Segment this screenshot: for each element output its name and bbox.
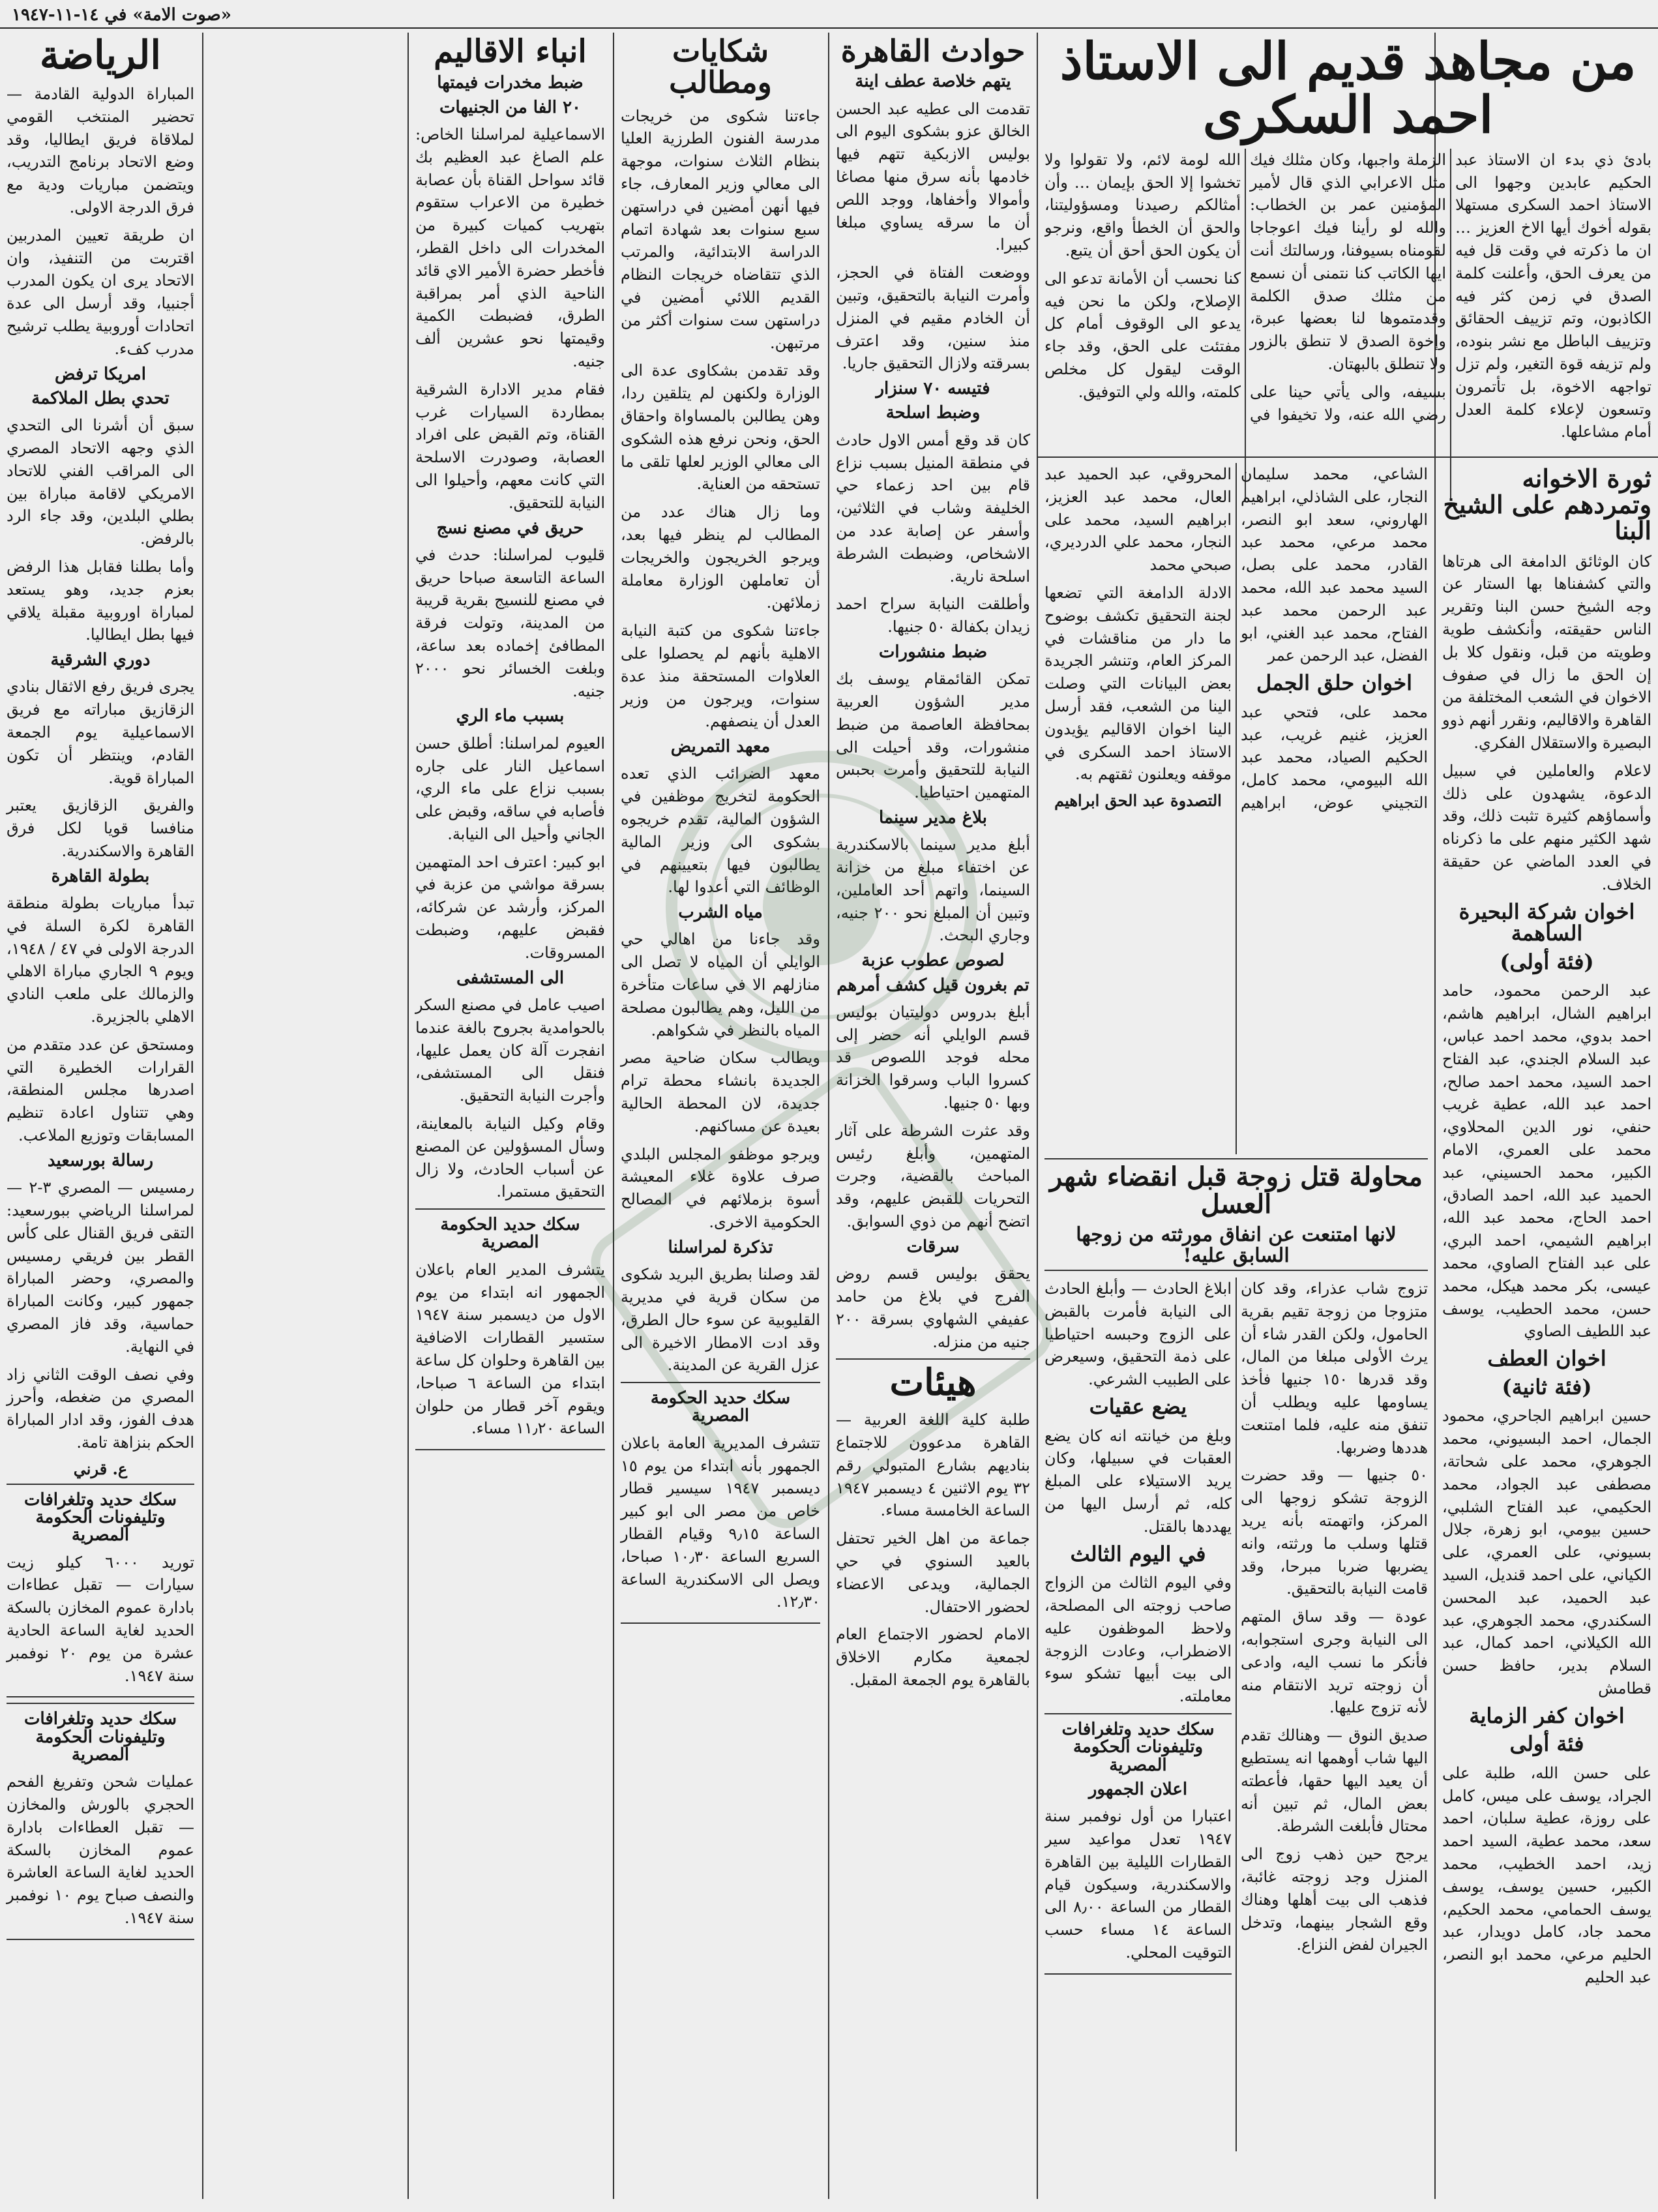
sports-subhead: رسالة بورسعيد [47,1150,154,1171]
cairo-subhead: بلاغ مدير سينما [879,808,987,828]
names-list: على حسن الله، طلبة على الجراد، يوسف على ميس، كامل على روزة، عطية سلبان، احمد سعد، محمد عطية، السيد احمد زيد، احمد الخطيب، محمد الكبير، حسين يوسف، يوسف يوسف الحمامي، محمد الحكيم، محمد جاد، كامل دويدار، عبد الحليم مرعي، محمد ابو النصر، عبد الحليم [1442,1763,1651,1987]
sports-subhead: تحدي بطل الملاكمة [31,388,170,408]
provinces-paragraph: اصيب عامل في مصنع السكر بالحوامدية بجروح بالغة عندما انفجرت آلة كان يعمل عليها، فنقل الى المستشفى، وأجرت النيابة التحقيق. [415,995,605,1105]
crime-paragraph: وبلغ من خيانته انه كان يضع العقبات في سبيلها، وكان يريد الاستيلاء على المبلغ كله، ثم أرسل اليها من يهددها بالقتل. [1044,1426,1232,1536]
header-bar [0,5,1658,29]
cairo-subhead: تم بغرون قيل كشف أمرهم [836,975,1029,995]
section-divider [1038,456,1658,458]
provinces-subhead: ضبط مخدرات فيمتها [437,73,584,93]
provinces-paragraph: الاسماعيلية لمراسلنا الخاص: علم الصاغ عبد العظيم بك قائد سواحل القناة بأن عصابة خطيرة من الاعراب ستقوم بتهريب كميات كبيرة من المخدرات الى داخل القطر، فأخطر حضرة الأمير الاي قائد الناحية الذي أمر بمراقبة الطرق، فضبطت الكمية وقيمتها نحو عشرين ألف جنيه. [415,125,605,370]
main-article-paragraph: بادئ ذي بدء ان الاستاذ عبد الحكيم عابدين وجهوا الى الاستاذ احمد السكرى مستهلا بقوله أخوك أيها الاخ العزيز … ان ما ذكرته في وقت قل فيه من يعرف الحق، وأعلنت كلمة الصدق في زمن كثر فيه الكاذبون، وتم تزييف الحقائق وتزييف الباطل مع نشر بنوده، ولم تزيفه قوة التغير، ولم تزل تواجهه الاخوة، بل تأتمرون وتسعون لإعلاء كلمة العدل أمام مشاعلها. [1455,150,1651,441]
crime-paragraph: صديق النوق — وهنالك تقدم اليها شاب أوهمها انه يستطيع أن يعيد اليها حقها، فأعطته بعض المال، ثم تبين أنه محتال فأبلغت الشرطة. [1241,1726,1428,1836]
crime-subheadline: لانها امتنعت عن انفاق مورثته من زوجها السابق عليه! [1044,1225,1428,1271]
complaints-subhead: مياه الشرب [678,903,763,923]
column-complaints [614,33,827,2199]
sports-subhead: بطولة القاهرة [51,866,150,886]
crime-paragraph: يرجح حين ذهب زوج الى المنزل وجد زوجته غائبة، فذهب الى بيت أهلها وهناك وقع الشجار بينهما، وتدخل الجيران لفض النزاع. [1241,1845,1428,1954]
hayat-item: جماعة من اهل الخير تحتفل بالعيد السنوي في حي الجمالية، ويدعى الاعضاء لحضور الاحتفال. [836,1529,1030,1616]
complaints-paragraph: وما زال هناك عدد من المطالب لم ينظر فيها بعد، ويرجو الخريجون والخريجات أن تعاملهن الوزارة معاملة زملائهن. [621,503,820,612]
provinces-subhead: ٢٠ الفا من الجنيهات [439,97,582,117]
names-list: محمد على، فتحي عبد العزيز، غنيم غريب، عبد الحكيم الصياد، محمد عبد الله البيومي، محمد كامل، التجيني عوض، ابراهيم المحروقي، عبد الحميد عبد العال، محمد عبد العزيز، ابراهيم السيد، محمد على النجار، محمد علي الدرديري، صبحي محمد [1044,465,1428,812]
sports-subhead: امريكا ترفض [55,364,146,384]
subhead-bahira-class: (فئة أولى) [1500,949,1594,974]
names-list: عبد الرحمن محمود، حامد ابراهيم الشال، ابراهيم هاشم، احمد بدوي، محمد احمد عباس، عبد السلام الجندي، عبد الفتاح احمد السيد، محمد احمد صالح، احمد عبد الله، عطية غريب حنفي، نور الدين المحلاوي، محمد على العمري، الامام الكبير، محمد الحسيني، عبد الحميد عبد الله، احمد الصادق، احمد الحاج، محمد عبد الله، ابراهيم الشيمي، احمد البري، على عبد الفتاح الصاوي، محمد عيسى، بكر محمد هيكل، محمد حسن، محمد الحطيب، يوسف عبد اللطيف الصاوي [1442,981,1651,1341]
hayat-headline: هيئات [836,1358,1030,1402]
cairo-subhead: فتيسه ٧٠ سنزار [876,379,990,399]
sports-paragraph: وفي نصف الوقت الثاني زاد المصري من ضغطه، وأحرز هدف الفوز، وقد ادار المباراة الحكم بنزاهة تامة. [7,1365,194,1452]
rail-ad-heading: سكك حديد وتلغرافات وتليفونات الحكومة المصرية [23,1489,177,1546]
sports-signature: ع. قرني [73,1459,128,1478]
subheadline-revolt: ثورة الاخوانه وتمردهم على الشيخ البنا [1443,464,1651,545]
complaints-paragraph: وقد تقدمن بشكاوى عدة الى الوزارة ولكنهن لم يتلقين ردا، وهن يطالبن بالمساواة واحقاق الحق، ونحن نرفع هذه الشكوى الى معالي الوزير لعلها تلقى ما تستحقه من العناية. [621,361,820,494]
subhead-bahira: اخوان شركة البحيرة الساهمة [1458,899,1635,946]
provinces-paragraph: العيوم لمراسلنا: أطلق حسن اسماعيل النار على جاره بسبب نزاع على ماء الري، فأصابه في ساقه، وقبض على الجاني وأحيل الى النيابة. [415,734,605,843]
sports-paragraph: ان طريقة تعيين المدربين اقتربت من التنفيذ، وان الاتحاد يرى ان يكون المدرب أجنبيا، وقد أرسل الى عدة اتحادات أوروبية يطلب ترشيح مدرب كفء. [7,226,194,358]
sports-paragraph: تبدأ مباريات بطولة منطقة القاهرة لكرة السلة في الدرجة الاولى في ٤٧ / ١٩٤٨، ويوم ٩ الجاري مباراة الاهلي والزمالك على ملعب النادي الاهلي بالجزيرة. [7,894,195,1026]
provinces-paragraph: ابو كبير: اعترف احد المتهمين بسرقة مواشي من عزبة في المركز، وأرشد عن شركائه، فقبض عليهم، وضبطت المسروقات. [415,852,605,962]
cairo-paragraph: كان قد وقع أمس الاول حادث في منطقة المنيل بسبب نزاع قام بين احد زعماء حي الخليفة وشاب في الثلاثين، وأسفر عن إصابة عدد من الاشخاص، وضبطت الشرطة اسلحة نارية. [836,430,1030,586]
cairo-paragraph: أبلغ مدير سينما بالاسكندرية عن اختفاء مبلغ من خزانة السينما، واتهم أحد العاملين، وتبين أن المبلغ نحو ٢٠٠ جنيه، وجاري البحث. [836,835,1030,945]
column-names [1436,463,1658,2199]
dateline: «صوت الامة» في ١٤-١١-١٩٤٧ [12,5,231,25]
crime-paragraph: وفي اليوم الثالث من الزواج صاحب زوجته الى المصلحة، ولاحظ الموظفون عليه الاضطراب، وعادت الزوجة الى بيت أبيها تشكو سوء معاملته. [1044,1574,1232,1706]
cairo-paragraph: يحقق بوليس قسم روض الفرج في بلاغ من حامد عفيفي الشهاوي بسرقة ٢٠٠ جنيه من منزله. [836,1264,1030,1351]
rail-ad-heading: سكك حديد الحكومة المصرية [440,1215,580,1253]
cairo-paragraph: ووضعت الفتاة في الحجز، وأمرت النيابة بالتحقيق، وتبين أن الخادم مقيم في المنزل منذ سنين، وقد اعترف بسرقته ولازال التحقيق جاريا. [836,263,1030,373]
provinces-subhead: حريق في مصنع نسج [436,518,584,538]
main-headline: من مجاهد قديم الى الاستاذ احمد السكرى [1059,33,1636,145]
sports-headline: الرياضة [39,33,162,78]
names-list: الشاعي، محمد سليمان النجار، على الشاذلي، ابراهيم الهاروني، سعد ابو النصر، محمد مرعي، محمد عبد القادر، محمد على بصل، السيد محمد عبد الله، محمد عبد الرحمن محمد عبد الفتاح، محمد عبد الغني، ابو الفضل، عبد الرحمن عمر [1241,465,1428,665]
hayat-item: طلبة كلية اللغة العربية — القاهرة مدعوون للاجتماع بناديهم بشارع المتبولي رقم ٣٢ يوم الاثنين ٤ ديسمبر ١٩٤٧ الساعة الخامسة مساء. [836,1411,1030,1520]
section-divider [1044,1158,1428,1159]
subhead-kafr: اخوان كفر الزماية [1469,1703,1625,1728]
complaints-paragraph: ويطالب سكان ضاحية مصر الجديدة بانشاء محطة ترام جديدة، لان المحطة الحالية بعيدة عن مساكنهم. [621,1049,820,1135]
revolt-paragraph: لاعلام والعاملين في سبيل الدعوة، يشهدون على ذلك وأسماؤهم كثيرة تثبت ذلك، وقد شهد الكثير منهم على ما ذكرناه في العدد الماضي عن حقيقة الخلاف. [1442,761,1651,893]
rail-ad-heading: سكك حديد وتلغرافات وتليفونات الحكومة المصرية [1061,1719,1215,1775]
cairo-subhead: سرقات [906,1236,960,1257]
crime-body [1044,1278,1428,2151]
provinces-subhead: الى المستشفى [456,968,565,988]
column-cairo-incidents [829,33,1037,2199]
column-sports [0,33,201,2199]
rail-ad-body: اعتبارا من أول نوفمبر سنة ١٩٤٧ تعدل مواعيد سير القطارات الليلية بين القاهرة والاسكندرية، وسيكون قيام القطار من الساعة ٨٫٠٠ الى الساعة ١٤ مساء حسب التوقيت المحلي. [1044,1807,1232,1962]
provinces-subhead: بسبب ماء الري [456,706,565,726]
provinces-paragraph: قليوب لمراسلنا: حدث في الساعة التاسعة صباحا حريق في مصنع للنسيج بقرية قريبة من المدينة، وتولت فرقة المطافئ إخماده بعد ساعة، وبلغت الخسائر نحو ٢٠٠٠ جنيه. [415,545,605,700]
cairo-subhead: ضبط منشورات [878,642,988,662]
sports-subhead: دوري الشرقية [50,650,151,670]
sports-paragraph: المباراة الدولية القادمة — تحضير المنتخب القومي لملاقاة فريق ايطاليا، وقد وضع الاتحاد برنامج التدريب، ويتضمن مباريات ودية مع فرق الدرجة الاولى. [7,85,194,217]
provinces-paragraph: وقام وكيل النيابة بالمعاينة، وسأل المسؤولين عن المصنع عن أسباب الحادث، ولا زال التحقيق مستمرا. [415,1114,605,1201]
sports-paragraph: وأما بطلنا فقابل هذا الرفض بعزم جديد، وهو يستعد لمباراة اوروبية مقبلة يلاقي فيها بطل ايطاليا. [7,557,194,644]
column-divider [202,33,203,2199]
crime-subhead: يضع عقيات [1089,1394,1187,1419]
complaints-paragraph: وقد جاءنا من اهالي حي الوايلي أن المياه لا تصل الى منازلهم الا في ساعات متأخرة من الليل، وهم يطالبون مصلحة المياه بالنظر في شكواهم. [621,930,820,1039]
rail-ad-subheading: اعلان الجمهور [1088,1779,1188,1799]
complaints-subhead: تذكرة لمراسلنا [668,1237,773,1257]
crime-paragraph: ٥٠ جنيها — وقد حضرت الزوجة تشكو زوجها الى المركز، واتهمته بأنه يريد قتلها وسلب ما ورثته، وانه يضربها ضربا مبرحا، وقد قامت النيابة بالتحقيق. [1241,1466,1428,1598]
column-provinces [409,33,612,2199]
crime-paragraph: تزوج شاب عذراء، وقد كان متزوجا من زوجة تقيم بقرية الحامول، ولكن القدر شاء أن يرث الأولى مبلغا من المال، وقد قدرها ١٥٠ جنيها فأخذ يساومها عليه ويطلب أن تنفق منه عليه، فلما امتنعت هددها وضربها. [1241,1279,1428,1457]
subhead-kafr-class: فئة أولى [1509,1731,1584,1757]
subhead-atf: اخوان العطف [1487,1346,1606,1371]
complaints-subhead: معهد التمريض [670,737,771,757]
cairo-paragraph: تمكن القائمقام يوسف بك مدير الشؤون العربية بمحافظة العاصمة من ضبط منشورات، وقد أحيلت الى النيابة للتحقيق وأمرت بحبس المتهمين احتياطيا. [836,670,1030,802]
complaints-paragraph: لقد وصلنا بطريق البريد شكوى من سكان قرية في مديرية القليوبية عن سوء حال الطرق، وقد ادت الامطار الاخيرة الى عزل القرية عن المدينة. [621,1265,820,1375]
cairo-paragraph: وأطلقت النيابة سراح احمد زيدان بكفالة ٥٠ جنيها. [836,595,1030,636]
revolt-paragraph: كان الوثائق الدامغة الى هرتاها والتي كشفناها بها الستار عن وجه الشيخ حسن البنا وتقرير الناس حقيقته، وأنكشف طوية وطويته من قبل، ونقول كلا بل إن الحق ما زال في صفوف الاخوان في الشعب المختلفة من القاهرة والاقاليم، ونقرر أنهم ذوو البصيرة والاستقلال الفكري. [1442,552,1651,753]
rail-ad-body: عمليات شحن وتفريغ الفحم الحجري بالورش والمخازن — تقبل العطاءات بادارة عموم المخازن بالسكة الحديد لغاية الساعة العاشرة والنصف صباح يوم ١٠ نوفمبر سنة ١٩٤٧. [7,1772,194,1928]
main-article-paragraph: بسيفه، والى يأتي حينا على رضي الله عنه، ولا تخيفوا في الله لومة لائم، ولا تقولوا ولا تخشوا إلا الحق بإيمان … وأن أمثالكم رصيدنا ومسؤوليتنا، والحق أن الخطأ واقع، ونرجو أن يكون الحق أحق أن يتبع. [1044,150,1446,424]
complaints-paragraph: جاءتنا شكوى من كتبة النيابة الاهلية بأنهم لم يحصلوا على العلاوات المستحقة منذ عدة سنوات، ويرجون من وزير العدل أن ينصفهم. [621,621,820,731]
column-middle-wide [1038,463,1434,2199]
rail-ad-heading: سكك حديد الحكومة المصرية [650,1388,791,1426]
names-list: حسين ابراهيم الجاحري، محمود الجمال، احمد البسيوني، محمد الجوهري، محمد على شحاتة، مصطفى عبد الجواد، محمد الحكيمي، عبد الفتاح الشلبي، حسين بيومي، ابو زهرة، جلال بسيوني، على العمري، على الكياني، على احمد قنديل، السيد عبد الحميد، عبد المحسن السكندري، محمد الجوهري، عبد الله الكيلاني، احمد كمال، عبد السلام بدير، حافظ حسن قطامش [1442,1407,1651,1697]
complaints-paragraph: ويرجو موظفو المجلس البلدي صرف علاوة غلاء المعيشة أسوة بزملائهم في المصالح الحكومية الاخرى. [621,1144,820,1232]
text-paragraph: الادلة الدامغة التي تضعها لجنة التحقيق تكشف بوضوح ما دار من مناقشات في المركز العام، وتنشر الجريدة بعض البيانات التي وصلت الينا من الشعب، فقد أرسل الينا اخوان الاقاليم يؤيدون الاستاذ احمد السكرى في موقفه ويعلنون ثقتهم به. [1044,583,1232,784]
main-article-body [1044,149,1651,501]
crime-paragraph: عودة — وقد ساق المتهم الى النيابة وجرى استجوابه، فأنكر ما نسب اليه، وادعى أن زوجته تريد الانتقام منه لأنه تزوج عليها. [1241,1607,1428,1717]
cairo-paragraph: وقد عثرت الشرطة على آثار المتهمين، وأبلغ رئيس المباحث بالقضية، وجرت التحريات للقبض عليهم، وقد اتضح أنهم من ذوي السوابق. [836,1121,1030,1231]
sports-paragraph: يجرى فريق رفع الاثقال بنادي الزقازيق مباراته مع فريق الاسماعيلية يوم الجمعة القادم، وينتظر أن تكون المباراة قوية. [7,678,194,787]
complaints-paragraph: جاءتنا شكوى من خريجات مدرسة الفنون الطرزية العليا بنظام الثلاث سنوات، موجهة الى معالي وزير المعارف، جاء فيها أنهن أمضين في دراستهن سبع سنوات بعد شهادة اتمام الدراسة الابتدائية، والمرتب الذي تتقاضاه خريجات النظام القديم اللائي أمضين في دراستهن ست سنوات أكثر من مرتبهن. [621,106,820,352]
hayat-item: الامام لحضور الاجتماع العام لجمعية مكارم الاخلاق بالقاهرة يوم الجمعة المقبل. [836,1625,1030,1689]
crime-paragraph: ابلاغ الحادث — وأبلغ الحادث الى النيابة فأمرت بالقبض على الزوج وحبسه احتياطيا على ذمة التحقيق، وسيعرض على الطبيب الشرعي. [1044,1279,1232,1389]
main-article-paragraph: الزملة واجبها، وكان مثلك فيك مثل الاعرابي الذي قال لأمير المؤمنين عمر بن الخطاب: والله لو رأينا فيك اعوجاجا لقومناه بسيوفنا، ورسالتك أنت ايها الكاتب كنا نتمنى أن نسمع من مثلك صدق الكلمة وقدمتموها لنا بعضها عبرة، وإخوة الصدق لا تنطق بالزور ولا تنطلق بالبهتان. [1250,150,1446,373]
main-article-paragraph: كنا نحسب أن الأمانة تدعو الى الإصلاح، ولكن ما نحن فيه يدعو الى الوقوف أمام كل مفتئت على الحق، وقد جاء الوقت ليقول كل مخلص كلمته، والله ولي التوفيق. [1044,269,1241,401]
subhead-atf-class: (فئة ثانية) [1502,1374,1592,1399]
cairo-subhead: وضبط اسلحة [885,403,981,423]
rail-ad-body: تتشرف المديرية العامة باعلان الجمهور بأنه ابتداء من يوم ١٥ ديسمبر ١٩٤٧ سيسير قطار خاص من مصر الى ابو كبير الساعة ٩٫١٥ وقيام القطار السريع الساعة ١٠٫٣٠ صباحا، ويصل الى الاسكندرية الساعة ١٢٫٣٠. [621,1433,820,1611]
complaints-paragraph: معهد الضرائب الذي تعده الحكومة لتخريج موظفين في الشؤون المالية، تقدم خريجوه بشكوى الى وزير المالية يطالبون فيها بتعيينهم في الوظائف التي أعدوا لها. [621,764,820,897]
rail-ad-body: يتشرف المدير العام باعلان الجمهور انه ابتداء من يوم الاول من ديسمبر سنة ١٩٤٧ ستسير القطارات الاضافية بين القاهرة وحلوان كل ساعة ابتداء من الساعة ٦ صباحا، ويقوم آخر قطار من حلوان الساعة ١١٫٢٠ مساء. [415,1260,605,1438]
names-block [1044,463,1428,1154]
sports-paragraph: والفريق الزقازيق يعتبر منافسا قويا لكل فرق القاهرة والاسكندرية. [7,796,194,860]
complaints-headline: شكايات ومطالب [669,33,772,100]
sports-paragraph: سبق أن أشرنا الى التحدي الذي وجهه الاتحاد المصري الى المراقب الفني للاتحاد الامريكي لاقامة مباراة بين بطلي البلدين، وقد جاء الرد بالرفض. [7,416,194,548]
cairo-subhead: يتهم خلاصة عطف اينة [855,72,1011,92]
crime-headline: محاولة قتل زوجة قبل انقضاء شهر العسل [1050,1161,1423,1219]
signature: التصدوة عبد الحق ابراهيم [1054,791,1222,811]
cairo-headline: حوادث القاهرة [840,33,1026,68]
cairo-subhead: لصوص عطوب عزبة [861,951,1005,971]
rail-ad-heading: سكك حديد وتلغرافات وتليفونات الحكومة المصرية [23,1709,177,1765]
cairo-paragraph: أبلغ بدروس دوليتيان بوليس قسم الوايلي أنه حضر إلى محله فوجد اللصوص قد كسروا الباب وسرقوا الخزانة وبها ٥٠ جنيها. [836,1002,1030,1113]
cairo-paragraph: تقدمت الى عطيه عبد الحسن الخالق عزو بشكوى اليوم الى بوليس الازبكية تتهم فيها خادمها بأنه سرق منها مصاغا وأموالا وأخفاها، ووجد اللص أن ما سرقه يساوي مبلغا كبيرا. [836,99,1030,254]
provinces-headline: انباء الاقاليم [434,33,587,70]
rail-ad-body: توريد ٦٠٠٠ كيلو زيت سيارات — تقبل عطاءات بادارة عموم المخازن بالسكة الحديد لغاية الساعة الحادية عشرة من يوم ٢٠ نوفمبر سنة ١٩٤٧. [7,1553,195,1685]
crime-subhead: في اليوم الثالث [1070,1541,1206,1566]
sports-paragraph: رمسيس — المصري ٣-٢ — لمراسلنا الرياضي ببورسعيد: التقى فريق القنال على كأس القطر بين فريقي رمسيس والمصري، وحضر المباراة جمهور كبير، وكانت المباراة حماسية، وقد فاز المصري في النهاية. [7,1178,194,1356]
sports-paragraph: ومستحق عن عدد متقدم من القرارات الخطيرة التي اصدرها مجلس المنطقة، وهي تتناول اعادة تنظيم المسابقات وتوزيع الملاعب. [7,1035,194,1145]
subhead-halaq: اخوان حلق الجمل [1256,670,1412,696]
provinces-paragraph: فقام مدير الادارة الشرقية بمطاردة السيارات غرب القناة، وتم القبض على افراد العصابة، وصودرت الاسلحة التي كانت معهم، وأحيلوا الى النيابة للتحقيق. [415,380,605,512]
